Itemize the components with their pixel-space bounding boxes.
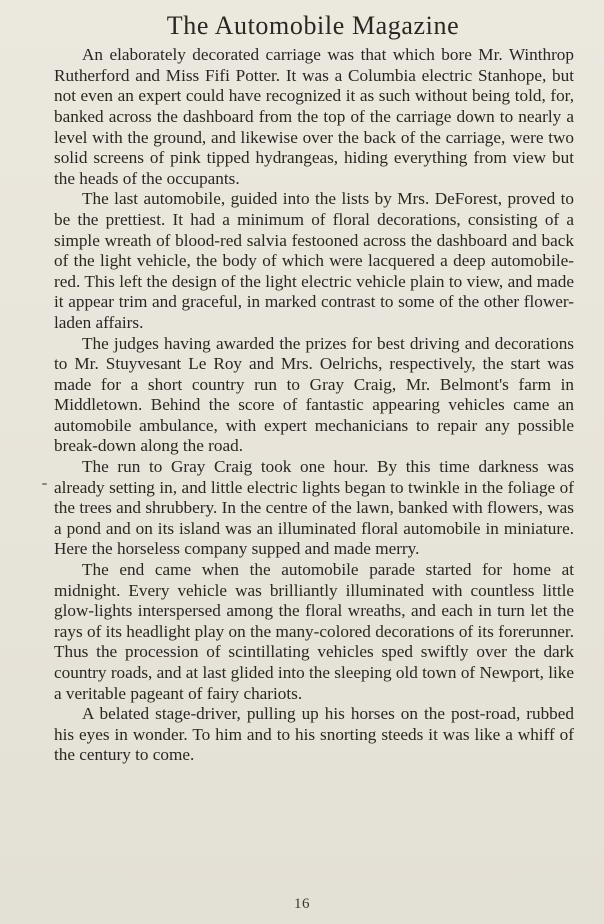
margin-speck (42, 483, 47, 485)
running-head: The Automobile Magazine (166, 11, 460, 40)
page-number: 16 (294, 896, 310, 912)
paragraph-1: An elaborately decorated carriage was that which bore Mr. Winthrop Rutherford and Miss Fifi Potter. It was a Columbia electric Stanhope, but not even an expert could have recognized it as such without being told, for, banked across the dashboard from the top of the carriage down to nearly a level with the ground, and likewise over the back of the carriage, were two solid screens of pink tipped hydrangeas, hiding everything from view but the heads of the occupants. (54, 45, 574, 188)
paragraph-5: The end came when the automobile parade started for home at midnight. Every vehicle was brilliantly illuminated with countless little glow-lights interspersed among the floral wreaths, and each in turn let the rays of its headlight play on the many-colored decorations of its forerunner. Thus the procession of scintillating vehicles sped swiftly over the dark country roads, and at last glided into the sleeping old town of Newport, like a veritable pageant of fairy chariots. (54, 560, 574, 703)
paragraph-4: The run to Gray Craig took one hour. By this time darkness was already setting in, and little electric lights began to twinkle in the foliage of the trees and shrubbery. In the centre of the lawn, banked with flowers, was a pond and on its island was an illuminated floral automobile in miniature. Here the horseless company supped and made merry. (54, 457, 574, 559)
paragraph-2: The last automobile, guided into the lists by Mrs. DeForest, proved to be the prettiest. It had a minimum of floral decorations, consisting of a simple wreath of blood-red salvia festooned across the dashboard and back of the light vehicle, the body of which were lacquered a deep automobile-red. This left the design of the light electric vehicle plain to view, and made it appear trim and graceful, in marked contrast to some of the other flower-laden affairs. (54, 189, 574, 332)
paragraph-3: The judges having awarded the prizes for best driving and decorations to Mr. Stuyvesant Le Roy and Mrs. Oelrichs, respectively, the start was made for a short country run to Gray Craig, Mr. Belmont's farm in Middletown. Behind the score of fantastic appearing vehicles came an automobile ambulance, with expert mechanicians to repair any possible break-down along the road. (54, 333, 574, 456)
paragraph-6: A belated stage-driver, pulling up his horses on the post-road, rubbed his eyes in wonder. To him and to his snorting steeds it was like a whiff of the century to come. (54, 704, 574, 765)
article-body (54, 45, 574, 766)
